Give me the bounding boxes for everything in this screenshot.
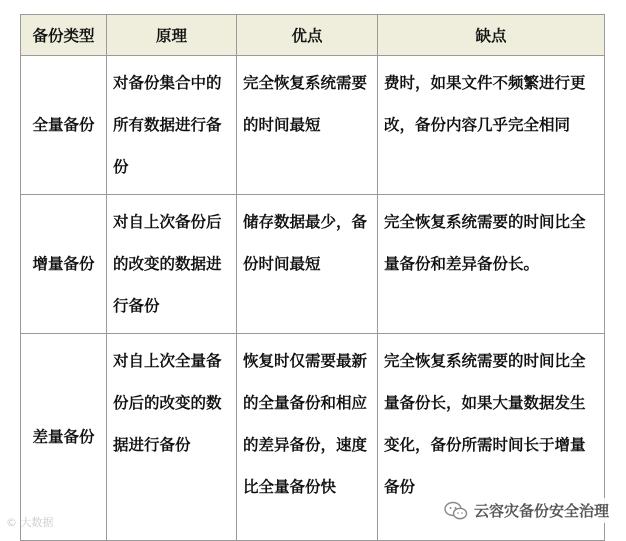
wechat-icon	[444, 501, 468, 521]
disadvantage-cell: 完全恢复系统需要的时间比全量备份和差异备份长。	[378, 195, 605, 334]
backup-type-cell: 增量备份	[21, 195, 107, 334]
header-advantage: 优点	[237, 15, 378, 56]
header-disadvantage: 缺点	[378, 15, 605, 56]
principle-cell: 对自上次全量备份后的改变的数据进行备份	[107, 334, 237, 541]
header-principle: 原理	[107, 15, 237, 56]
backup-type-cell: 全量备份	[21, 56, 107, 195]
advantage-cell: 完全恢复系统需要的时间最短	[237, 56, 378, 195]
table-row	[21, 56, 605, 195]
table-header-row	[21, 15, 605, 56]
disadvantage-cell: 完全恢复系统需要的时间比全量备份长，如果大量数据发生变化，备份所需时间长于增量备份	[378, 334, 605, 541]
backup-type-cell: 差量备份	[21, 334, 107, 541]
principle-cell: 对备份集合中的所有数据进行备份	[107, 56, 237, 195]
principle-cell: 对自上次备份后的改变的数据进行备份	[107, 195, 237, 334]
backup-comparison-table	[20, 14, 605, 541]
watermark-right	[440, 498, 613, 523]
advantage-cell: 储存数据最少，备份时间最短	[237, 195, 378, 334]
watermark-left: © 大数据	[6, 516, 54, 529]
table-row	[21, 195, 605, 334]
disadvantage-cell: 费时，如果文件不频繁进行更改，备份内容几乎完全相同	[378, 56, 605, 195]
advantage-cell: 恢复时仅需要最新的全量备份和相应的差异备份，速度比全量备份快	[237, 334, 378, 541]
header-backup-type: 备份类型	[21, 15, 107, 56]
watermark-right-label: 云容灾备份安全治理	[474, 502, 610, 520]
